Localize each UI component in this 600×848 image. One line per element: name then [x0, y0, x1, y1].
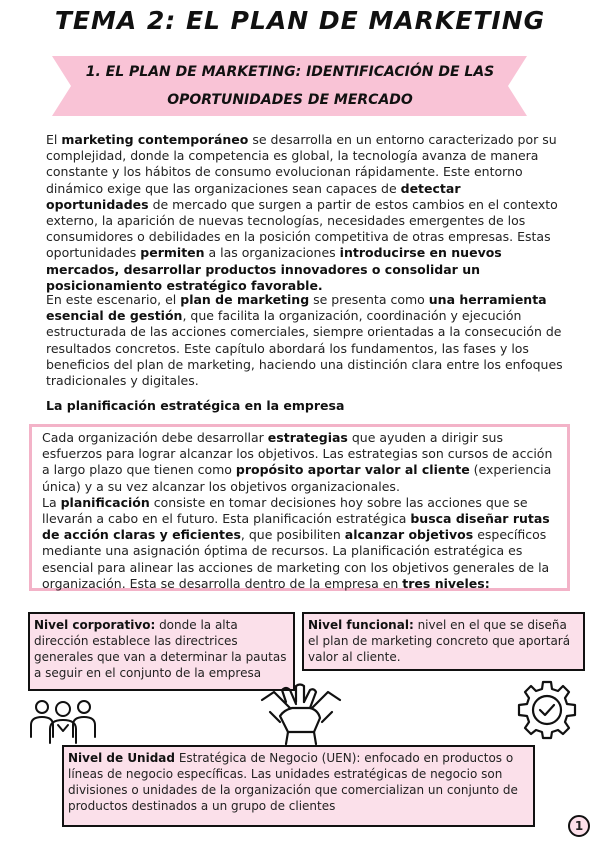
text-run-2: se desarrolla en un entorno caracterizado por su complejidad, donde la competencia es global, la tecnología avanza de manera constante y los hábitos de consumo evolucionan rápidamente. Este entorno dinámico exige que las organizaciones sean capaces de	[46, 132, 557, 196]
strategy-frame-text	[42, 430, 562, 592]
bold-run-3: busca diseñar rutas de acción claras y eficientes	[42, 511, 550, 543]
text-run-0: El	[46, 132, 62, 147]
level-corporate-text: donde la alta dirección establece las directrices generales que van a determinar la pautas a seguir en el conjunto de la empresa	[34, 618, 287, 680]
text-run-0: En este escenario, el	[46, 292, 181, 307]
bold-run-5: alcanzar objetivos	[344, 527, 474, 543]
text-run-2: se presenta como	[309, 292, 429, 307]
bold-run-7: introducirse en nuevos mercados, desarrollar productos innovadores o consolidar un posicionamiento estratégico favorable.	[46, 245, 502, 293]
text-run-4: , que posibiliten	[240, 527, 345, 543]
strategy-paragraph	[42, 430, 562, 495]
level-functional-label: Nivel funcional:	[308, 618, 414, 632]
level-corporate-card	[28, 612, 295, 691]
gear-check-icon	[515, 678, 579, 742]
text-run-2: consiste en tomar decisiones hoy sobre las acciones que se llevarán a cabo en el futuro. Esta planificación estratégica	[42, 494, 528, 527]
text-run-0: Cada organización debe desarrollar	[42, 430, 268, 445]
level-corporate-label: Nivel corporativo:	[34, 618, 156, 632]
intro-paragraph	[46, 132, 566, 294]
level-uen-label: Nivel de Unidad	[68, 751, 175, 765]
text-run-4: de mercado que surgen a partir de estos cambios en el contexto externo, la aparición de nuevas tecnologías, necesidades emergentes de los consumidores o debilidades en la posición competitiva de otras empresas. Estas oportunidades	[46, 196, 558, 261]
section-subtitle	[64, 58, 516, 114]
scenario-paragraph	[46, 292, 566, 389]
level-functional-card	[302, 612, 585, 671]
bold-run-3: una herramienta esencial de gestión	[46, 292, 547, 324]
bold-run-1: marketing contemporáneo	[61, 132, 249, 147]
team-icon	[28, 695, 98, 745]
text-run-4: (experiencia única) y a su vez alcanzar los objetivos organizacionales.	[42, 462, 552, 494]
text-run-0: La	[42, 494, 61, 510]
text-run-4: , que facilita la organización, coordinación y ejecución estructurada de las acciones comerciales, siempre orientadas a la consecución de resultados concretos. Este capítulo abordará los fundamentos, las fases y los beneficios del plan de marketing, haciendo una distinción clara entre los enfoques tradicionales y digitales.	[46, 308, 563, 389]
bold-run-3: detectar oportunidades	[46, 180, 461, 212]
subtitle-line-2: OPORTUNIDADES DE MERCADO	[167, 92, 413, 108]
text-run-6: a las organizaciones	[204, 245, 340, 261]
level-uen-card	[62, 745, 535, 827]
level-functional-text: nivel en el que se diseña el plan de marketing concreto que aportará valor al cliente.	[308, 618, 571, 664]
page-number-badge: 1	[568, 815, 590, 837]
text-run-2: que ayuden a dirigir sus esfuerzos para lograr alcanzar los objetivos. Las estrategias son cursos de acción a largo plazo que tienen como	[42, 430, 553, 478]
bold-run-1: plan de marketing	[180, 292, 310, 307]
section-heading: La planificación estratégica en la empresa	[46, 398, 345, 413]
level-uen-text: Estratégica de Negocio (UEN): enfocado en productos o líneas de negocio específicas. Las unidades estratégicas de negocio son divisiones o unidades de la organización que comercializan un conjunto de productos destinados a un grupo de clientes	[68, 751, 518, 813]
bold-run-3: propósito aportar valor al cliente	[235, 462, 470, 478]
planning-paragraph	[42, 495, 562, 592]
hands-together-icon	[256, 682, 346, 746]
page-title: TEMA 2: EL PLAN DE MARKETING	[54, 6, 546, 35]
bold-run-5: permiten	[140, 245, 205, 261]
text-run-6: específicos mediante una asignación óptima de recursos. La planificación estratégica es esencial para alinear las acciones de marketing con los objetivos generales de la organización. Esta se desarrolla dentro de la empresa en	[42, 527, 550, 591]
subtitle-line-1: 1. EL PLAN DE MARKETING: IDENTIFICACIÓN DE LAS	[85, 64, 495, 80]
bold-run-1: planificación	[60, 494, 150, 510]
bold-run-7: tres niveles:	[402, 575, 490, 591]
bold-run-1: estrategias	[267, 430, 348, 445]
